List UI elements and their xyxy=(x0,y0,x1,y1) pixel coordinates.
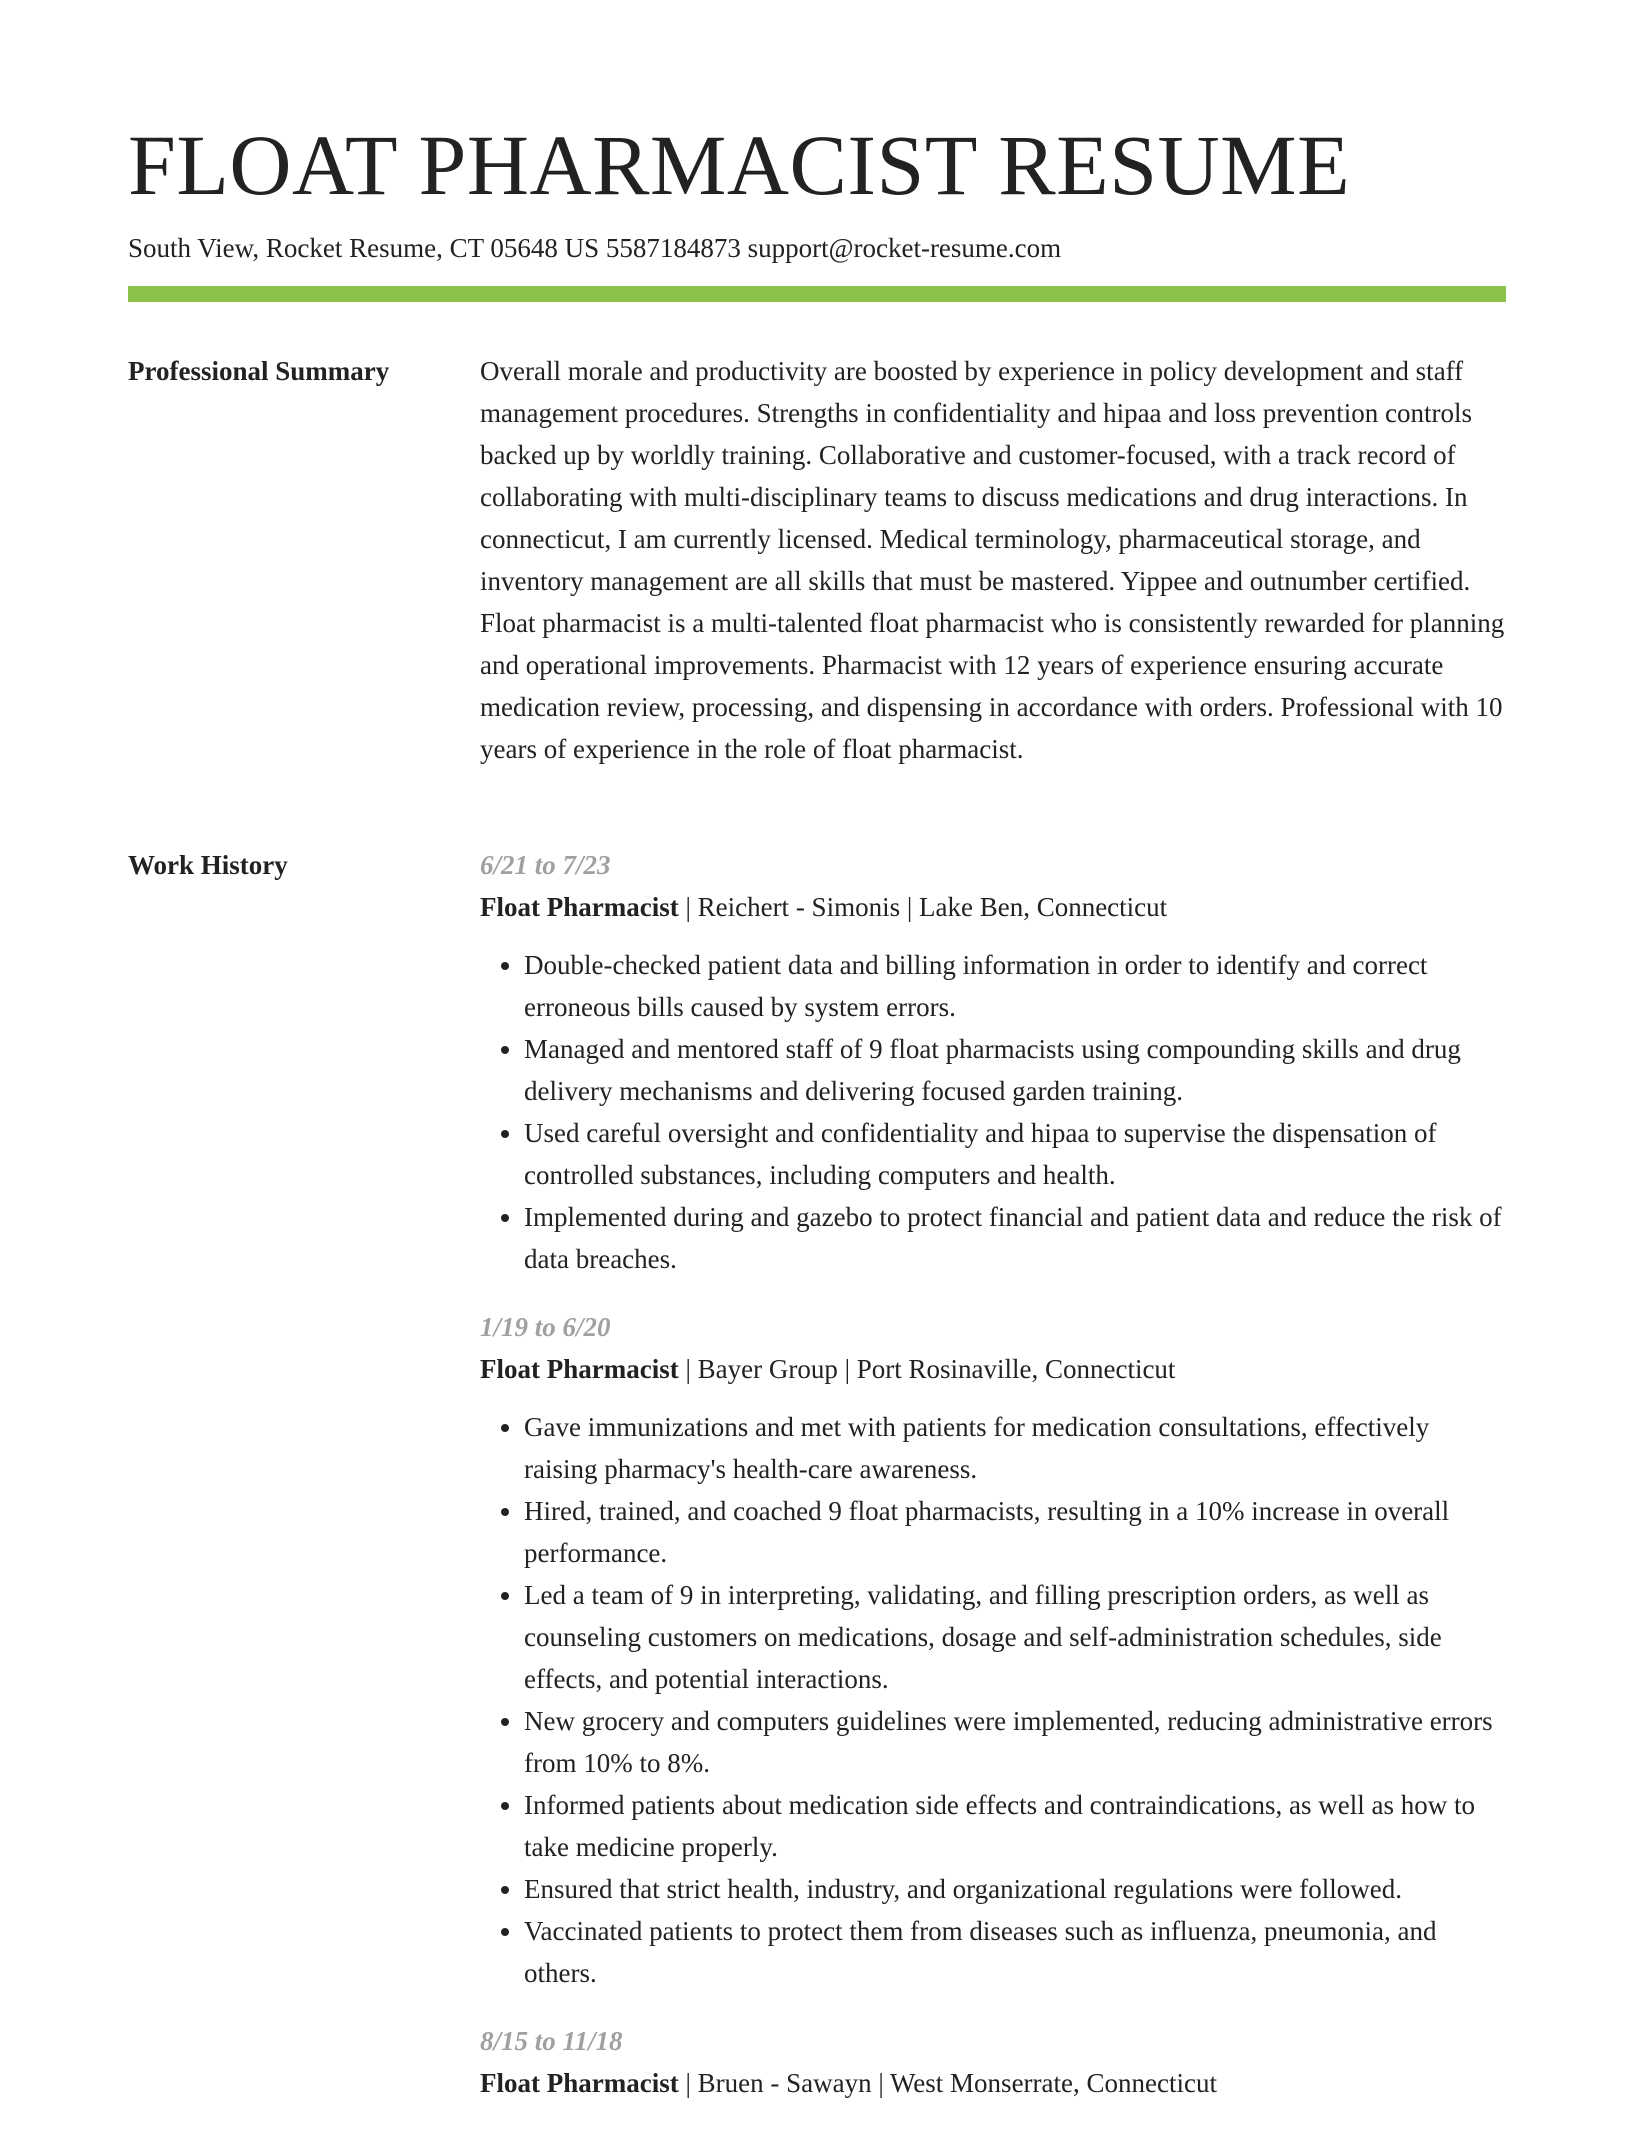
job-bullet-list xyxy=(480,944,1506,1280)
resume-title: FLOAT PHARMACIST RESUME xyxy=(128,117,1351,213)
job-bullet: • Gave immunizations and met with patients for medication consultations, effectively raising pharmacy's health-care awareness. xyxy=(524,1406,1506,1490)
work-history-body xyxy=(480,844,1506,2130)
job-dates: 8/15 to 11/18 xyxy=(480,2026,623,2056)
job-entry xyxy=(480,844,1506,1280)
summary-text: Overall morale and productivity are boosted by experience in policy development and staff management procedures. Strengths in confidentiality and hipaa and loss prevention controls backed up by worldly training. Collaborative and customer-focused, with a track record of collaborating with multi-disciplinary teams to discuss medications and drug interactions. In connecticut, I am currently licensed. Medical terminology, pharmaceutical storage, and inventory management are all skills that must be mastered. Yippee and outnumber certified. Float pharmacist is a multi-talented float pharmacist who is consistently rewarded for planning and operational improvements. Pharmacist with 12 years of experience ensuring accurate medication review, processing, and dispensing in accordance with orders. Professional with 10 years of experience in the role of float pharmacist. xyxy=(480,356,1505,764)
job-details: | Reichert - Simonis | Lake Ben, Connecticut xyxy=(678,892,1168,922)
job-details: | Bruen - Sawayn | West Monserrate, Connecticut xyxy=(678,2068,1217,2098)
job-title-line xyxy=(480,886,1506,928)
section-label-summary: Professional Summary xyxy=(128,356,390,386)
job-bullet: • Vaccinated patients to protect them from diseases such as influenza, pneumonia, and others. xyxy=(524,1910,1506,1994)
job-bullet: • Used careful oversight and confidentiality and hipaa to supervise the dispensation of controlled substances, including computers and health. xyxy=(524,1112,1506,1196)
job-bullet: • Ensured that strict health, industry, and organizational regulations were followed. xyxy=(524,1868,1506,1910)
job-bullet: • Led a team of 9 in interpreting, validating, and filling prescription orders, as well as counseling customers on medications, dosage and self-administration schedules, side effects, and potential interactions. xyxy=(524,1574,1506,1700)
contact-line: South View, Rocket Resume, CT 05648 US 5587184873 support@rocket-resume.com xyxy=(128,233,1062,263)
job-dates: 6/21 to 7/23 xyxy=(480,850,611,880)
job-title: Float Pharmacist xyxy=(480,2068,679,2098)
job-title: Float Pharmacist xyxy=(480,1354,679,1384)
job-bullet: • Informed patients about medication side effects and contraindications, as well as how to take medicine properly. xyxy=(524,1784,1506,1868)
job-entry xyxy=(480,1306,1506,1994)
job-bullet: • Managed and mentored staff of 9 float pharmacists using compounding skills and drug delivery mechanisms and delivering focused garden training. xyxy=(524,1028,1506,1112)
job-details: | Bayer Group | Port Rosinaville, Connecticut xyxy=(678,1354,1176,1384)
job-entry xyxy=(480,2020,1506,2104)
section-label-work-history: Work History xyxy=(128,850,288,880)
job-title-line xyxy=(480,2062,1506,2104)
job-title: Float Pharmacist xyxy=(480,892,679,922)
job-dates: 1/19 to 6/20 xyxy=(480,1312,611,1342)
job-bullet-list xyxy=(480,1406,1506,1994)
job-bullet: • Implemented during and gazebo to protect financial and patient data and reduce the risk of data breaches. xyxy=(524,1196,1506,1280)
header-divider xyxy=(128,286,1506,302)
summary-body xyxy=(480,350,1506,770)
job-bullet: • Double-checked patient data and billing information in order to identify and correct erroneous bills caused by system errors. xyxy=(524,944,1506,1028)
job-bullet: • Hired, trained, and coached 9 float pharmacists, resulting in a 10% increase in overall performance. xyxy=(524,1490,1506,1574)
job-bullet: • New grocery and computers guidelines were implemented, reducing administrative errors from 10% to 8%. xyxy=(524,1700,1506,1784)
job-title-line xyxy=(480,1348,1506,1390)
